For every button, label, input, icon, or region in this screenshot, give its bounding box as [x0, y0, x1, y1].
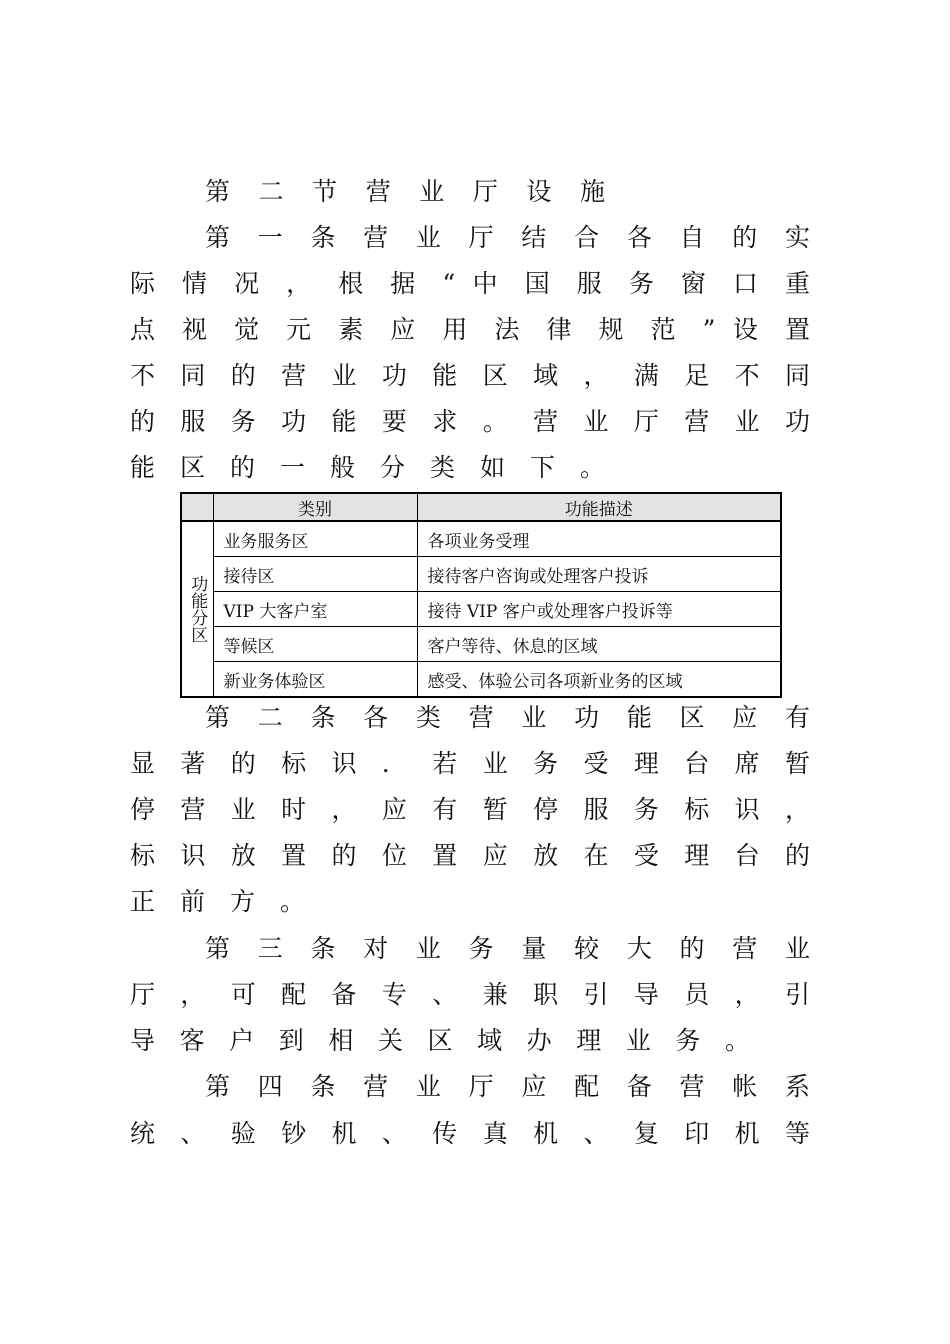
row-category: VIP 大客户室 [213, 592, 417, 627]
table-row [181, 662, 781, 698]
row-description: 感受、体验公司各项新业务的区域 [417, 662, 781, 698]
article-4-line-2: 统 、 验 钞 机 、 传 真 机 、 复 印 机 等 [130, 1119, 810, 1148]
row-description: 接待 VIP 客户或处理客户投诉等 [417, 592, 781, 627]
row-description: 各项业务受理 [417, 521, 781, 557]
article-4-line-1: 第 四 条 营 业 厅 应 配 备 营 帐 系 [205, 1072, 810, 1101]
row-category: 新业务体验区 [213, 662, 417, 698]
article-1-line-2: 际 情 况 ， 根 据 “ 中 国 服 务 窗 口 重 [130, 269, 810, 298]
article-1-line-3: 点 视 觉 元 素 应 用 法 律 规 范 ” 设 置 [130, 315, 810, 344]
article-1-line-1: 第 一 条 营 业 厅 结 合 各 自 的 实 [205, 223, 810, 252]
article-2-line-3: 停 营 业 时 ， 应 有 暂 停 服 务 标 识 ， [130, 795, 810, 824]
table-header-row [181, 493, 781, 521]
table-row [181, 521, 781, 557]
table-corner-cell [181, 493, 213, 521]
article-3-line-2: 厅 ， 可 配 备 专 、 兼 职 引 导 员 ， 引 [130, 980, 810, 1009]
header-description: 功能描述 [417, 493, 781, 521]
function-zone-table [180, 492, 782, 698]
article-2-line-1: 第 二 条 各 类 营 业 功 能 区 应 有 [205, 703, 810, 732]
table-row [181, 592, 781, 627]
row-category: 接待区 [213, 557, 417, 592]
article-2-line-5: 正前方。 [130, 887, 331, 916]
section-heading: 第 二 节 营 业 厅 设 施 [205, 177, 605, 206]
article-3-line-1: 第 三 条 对 业 务 量 较 大 的 营 业 [205, 934, 810, 963]
article-2-line-2: 显 著 的 标 识 ． 若 业 务 受 理 台 席 暂 [130, 749, 810, 778]
article-1-line-6: 能区的一般分类如下。 [130, 453, 631, 482]
table-row [181, 557, 781, 592]
row-category: 等候区 [213, 627, 417, 662]
row-description: 客户等待、休息的区域 [417, 627, 781, 662]
article-1-line-4: 不 同 的 营 业 功 能 区 域 ， 满 足 不 同 [130, 361, 810, 390]
group-label: 功能分区 [181, 521, 213, 697]
article-1-line-5: 的 服 务 功 能 要 求 。 营 业 厅 营 业 功 [130, 407, 810, 436]
row-description: 接待客户咨询或处理客户投诉 [417, 557, 781, 592]
table-row [181, 627, 781, 662]
article-2-line-4: 标 识 放 置 的 位 置 应 放 在 受 理 台 的 [130, 841, 810, 870]
row-category: 业务服务区 [213, 521, 417, 557]
article-3-line-3: 导 客 户 到 相 关 区 域 办 理 业 务 。 [130, 1026, 750, 1055]
header-category: 类别 [213, 493, 417, 521]
